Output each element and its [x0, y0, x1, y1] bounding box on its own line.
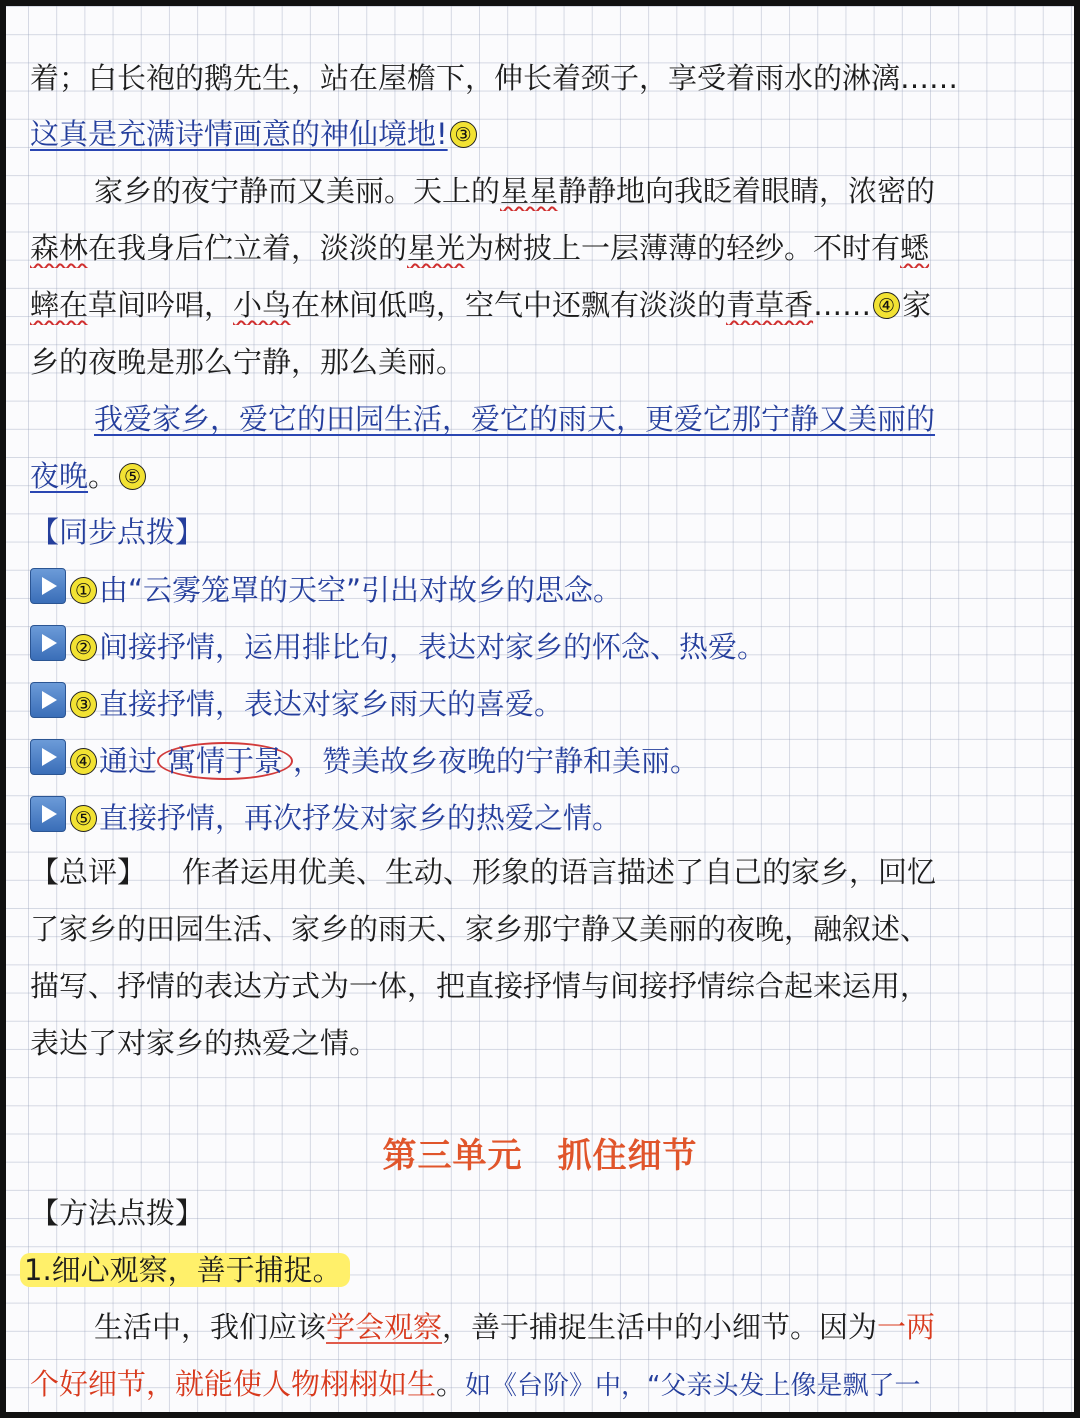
- method-heading-text: 【方法点拨】: [30, 1196, 205, 1230]
- sync-item-text: 直接抒情，表达对家乡雨天的喜爱。: [99, 687, 564, 721]
- unit-title: 第三单元 抓住细节: [382, 1136, 698, 1176]
- sync-item-4: [30, 739, 1060, 781]
- para3-text: 夜晚: [30, 459, 89, 493]
- wavy-underlined-word: 蟋: [900, 231, 930, 265]
- review-line1: [30, 852, 1060, 892]
- para2-text: 乡的夜晚是那么宁静，那么美丽。: [30, 345, 466, 379]
- para1-line1-text: 着；白长袍的鹅先生，站在屋檐下，伸长着颈子，享受着雨水的淋漓……: [30, 61, 959, 95]
- wavy-underlined-word: 星光: [407, 231, 466, 265]
- review-line3: [30, 966, 1060, 1006]
- para2-text: 在我身后伫立着，淡淡的: [88, 231, 408, 265]
- example-quote-text: 如《台阶》中，“父亲头发上像是飘了一: [465, 1371, 921, 1401]
- method-para-line2: [30, 1364, 1060, 1406]
- para2-text: 家乡的夜宁静而又美丽。天上的: [94, 174, 501, 208]
- notebook-page: [6, 6, 1074, 1412]
- para2-text: 草间吟唱，: [88, 288, 234, 322]
- sync-item-5: [30, 796, 1060, 838]
- sync-item-text: 通过: [99, 744, 158, 778]
- review-text: 表达了对家乡的热爱之情。: [30, 1026, 379, 1060]
- para2-line3: [30, 285, 1060, 325]
- sync-item-2: [30, 625, 1060, 667]
- para2-text: ……: [813, 288, 872, 322]
- circled-number-marker: ⑤: [119, 463, 146, 490]
- method-heading: [30, 1193, 1060, 1233]
- review-text: 作者运用优美、生动、形象的语言描述了自己的家乡，回忆: [182, 855, 937, 889]
- para2-line1: [30, 171, 1060, 211]
- circled-phrase: 寓情于景: [157, 742, 293, 780]
- play-icon: [30, 796, 66, 832]
- review-text: 描写、抒情的表达方式为一体，把直接抒情与间接抒情综合起来运用，: [30, 969, 930, 1003]
- play-icon: [30, 682, 66, 718]
- red-phrase: 个好细节，就能使人物栩栩如生: [30, 1367, 437, 1401]
- circled-number-marker: ③: [450, 121, 477, 148]
- review-line4: [30, 1023, 1060, 1063]
- sync-heading-text: 【同步点拨】: [30, 515, 205, 549]
- play-icon: [30, 568, 66, 604]
- circled-number-marker: ②: [70, 634, 97, 661]
- review-line2: [30, 909, 1060, 949]
- method-text: ，善于捕捉生活中的小细节。因为: [442, 1310, 878, 1344]
- sync-heading: [30, 512, 1060, 552]
- para1-line2-text: 这真是充满诗情画意的神仙境地!: [30, 117, 448, 151]
- circled-number-marker: ⑤: [70, 805, 97, 832]
- sync-item-3: [30, 682, 1060, 724]
- sync-item-text: 由“云雾笼罩的天空”引出对故乡的思念。: [99, 573, 623, 607]
- wavy-underlined-word: 星星: [500, 174, 559, 208]
- circled-number-marker: ①: [70, 577, 97, 604]
- method-para-line1: [30, 1307, 1060, 1347]
- para1-line1: [30, 58, 1060, 98]
- method-text: 生活中，我们应该: [94, 1310, 327, 1344]
- wavy-underlined-word: 森林: [30, 231, 89, 265]
- sync-item-text: 直接抒情，再次抒发对家乡的热爱之情。: [99, 801, 622, 835]
- para3-text: 我爱家乡，爱它的田园生活，爱它的雨天，更爱它那宁静又美丽的: [94, 402, 936, 436]
- para1-line2: [30, 114, 1060, 154]
- para3-period: 。: [88, 459, 118, 493]
- para2-text: 在林间低鸣，空气中还飘有淡淡的: [291, 288, 727, 322]
- para2-text: 为树披上一层薄薄的轻纱。不时有: [465, 231, 901, 265]
- sync-item-text: 间接抒情，运用排比句，表达对家乡的怀念、热爱。: [99, 630, 767, 664]
- para2-text: 家: [902, 288, 932, 322]
- red-phrase: 一两: [877, 1310, 936, 1344]
- sync-item-text: ，赞美故乡夜晚的宁静和美丽。: [293, 744, 700, 778]
- red-underlined-phrase: 学会观察: [326, 1310, 443, 1344]
- wavy-underlined-word: 蟀在: [30, 288, 89, 322]
- para3-line1: [30, 399, 1060, 439]
- para2-line2: [30, 228, 1060, 268]
- circled-number-marker: ③: [70, 691, 97, 718]
- review-text: 了家乡的田园生活、家乡的雨天、家乡那宁静又美丽的夜晚，融叙述、: [30, 912, 930, 946]
- wavy-underlined-word: 小鸟: [233, 288, 292, 322]
- para2-line4: [30, 342, 1060, 382]
- review-heading: 【总评】: [30, 855, 147, 889]
- circled-number-marker: ④: [70, 748, 97, 775]
- method-point1: [20, 1250, 1050, 1290]
- para3-line2: [30, 456, 1060, 496]
- play-icon: [30, 739, 66, 775]
- method-text: 。: [436, 1367, 466, 1401]
- circled-number-marker: ④: [873, 292, 900, 319]
- highlighted-point-title: 1.细心观察，善于捕捉。: [20, 1253, 350, 1287]
- sync-item-1: [30, 568, 1060, 610]
- para2-text: 静静地向我眨着眼睛，浓密的: [558, 174, 936, 208]
- play-icon: [30, 625, 66, 661]
- wavy-underlined-word: 青草香: [726, 288, 814, 322]
